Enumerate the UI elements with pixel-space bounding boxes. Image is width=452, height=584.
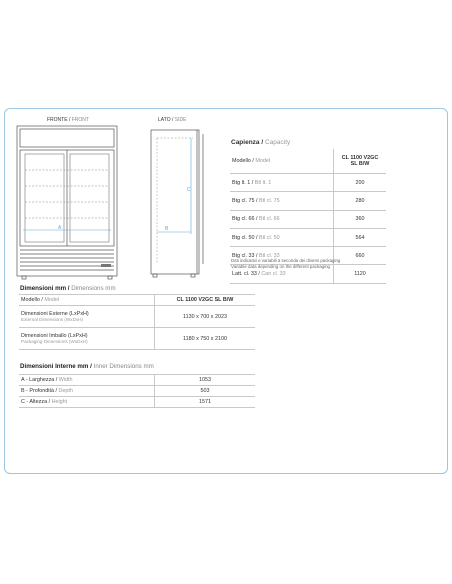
table-row: B - Profondità / Depth 503	[19, 386, 255, 397]
dimension-mark-b: B	[165, 226, 169, 232]
front-view-label: FRONTE / FRONT	[47, 117, 89, 123]
table-row: Btg lt. 1 / Btl lt. 1 200	[230, 174, 386, 192]
dimension-mark-a: A	[58, 225, 62, 231]
inner-dimensions-title: Dimensioni Interne mm / Inner Dimensions mm	[20, 363, 154, 370]
table-row: A - Larghezza / Width 1053	[19, 375, 255, 386]
table-row: Dimensioni Esterne (LxPxH) External Dimensions (WxDxH) 1130 x 700 x 2023	[19, 306, 255, 328]
side-view-label: LATO / SIDE	[158, 117, 187, 123]
dimensions-title: Dimensioni mm / Dimensions mm	[20, 285, 116, 292]
table-row: Btg cl. 75 / Btl cl. 75 280	[230, 192, 386, 210]
dimension-mark-c: C	[187, 187, 191, 193]
table-row: Btg cl. 50 / Btl cl. 50 564	[230, 228, 386, 246]
table-row: Latt. cl. 33 / Can cl. 33 1120	[230, 265, 386, 283]
table-row: Modello / Model CL 1100 V2GC SL B/W	[230, 149, 386, 174]
table-row: Dimensioni Imballo (LxPxH) Packaging Dimensions (WxDxH) 1180 x 750 x 2100	[19, 328, 255, 350]
inner-dimensions-table	[19, 374, 255, 408]
table-row: Btg cl. 33 / Btl cl. 33 660	[230, 247, 386, 265]
table-row: C - Altezza / Height 1571	[19, 397, 255, 408]
table-row: Btg cl. 66 / Btl cl. 66 360	[230, 210, 386, 228]
dimensions-table	[19, 294, 255, 350]
capacity-title: Capienza / Capacity	[231, 139, 291, 146]
side-view-drawing	[145, 124, 215, 284]
front-view-drawing	[14, 124, 124, 284]
capacity-note: Dati indicativi e variabili a seconda dei diversi packaging Variable data depending on the different packaging	[231, 258, 341, 269]
table-row: Modello / Model CL 1100 V2GC SL B/W	[19, 295, 255, 306]
